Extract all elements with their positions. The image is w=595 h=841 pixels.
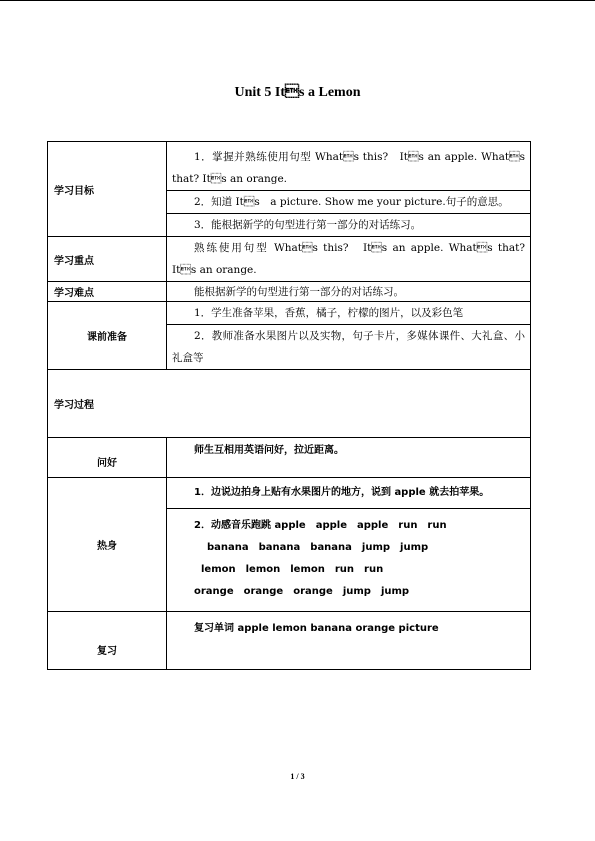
lesson-plan-table [47,141,531,670]
greeting-cell [167,438,531,478]
table-row [48,237,531,282]
page-top-border [0,0,595,1]
warmup-item-2 [167,508,530,611]
greeting-text: 师生互相用英语问好，拉近距离。 [194,445,344,456]
table-row [48,612,531,670]
chant-line-4: orange orange orange jump jump [194,586,410,597]
row-label-greeting: 问好 [48,438,167,478]
key-points-cell [167,237,531,282]
row-label-warmup: 热身 [48,478,167,612]
chant-line-2: banana banana banana jump jump [207,542,429,553]
review-cell [167,612,531,670]
key-points-text: 熟练使用句型 Whats this? Its an apple. Whats that? Its an orange. [172,242,525,276]
table-row [48,370,531,438]
review-text: 复习单词 apple lemon banana orange picture [194,623,439,634]
row-label-goals: 学习目标 [48,142,167,237]
table-row [48,302,531,370]
prep-item-2: 2．教师准备水果图片以及实物，句子卡片，多媒体课件、大礼盒、小礼盒等 [167,324,530,369]
row-label-difficulties: 学习难点 [48,282,167,302]
table-row [48,478,531,612]
row-label-preparation: 课前准备 [48,302,167,370]
row-label-process: 学习过程 [48,370,531,438]
warmup-cell [167,478,531,612]
goal-item-2: 2．知道 Its a picture. Show me your picture.句子的意思。 [167,190,530,213]
prep-item-1: 1．学生准备苹果，香蕉，橘子，柠檬的图片，以及彩色笔 [194,307,464,319]
difficulties-cell [167,282,531,302]
row-label-key-points: 学习重点 [48,237,167,282]
page-title: Unit 5 Its a Lemon [234,85,361,100]
table-row [48,142,531,237]
warmup-item-1: 1．边说边拍身上贴有水果图片的地方，说到 apple 就去拍苹果。 [194,487,490,498]
chant-line-1: 2．动感音乐跑跳 apple apple apple run run [194,520,447,531]
chant-line-3: lemon lemon lemon run run [201,564,384,575]
row-label-review: 复习 [48,612,167,670]
goal-item-1: 1．掌握并熟练使用句型 Whats this? Its an apple. Whats that? Its an orange. [172,151,525,185]
preparation-cell [167,302,531,370]
difficulties-text: 能根据新学的句型进行第一部分的对话练习。 [194,285,404,298]
table-row [48,438,531,478]
goal-item-3: 3．能根据新学的句型进行第一部分的对话练习。 [167,213,530,236]
goals-cell [167,142,531,237]
table-row [48,282,531,302]
page-number: 1 / 3 [290,772,305,781]
